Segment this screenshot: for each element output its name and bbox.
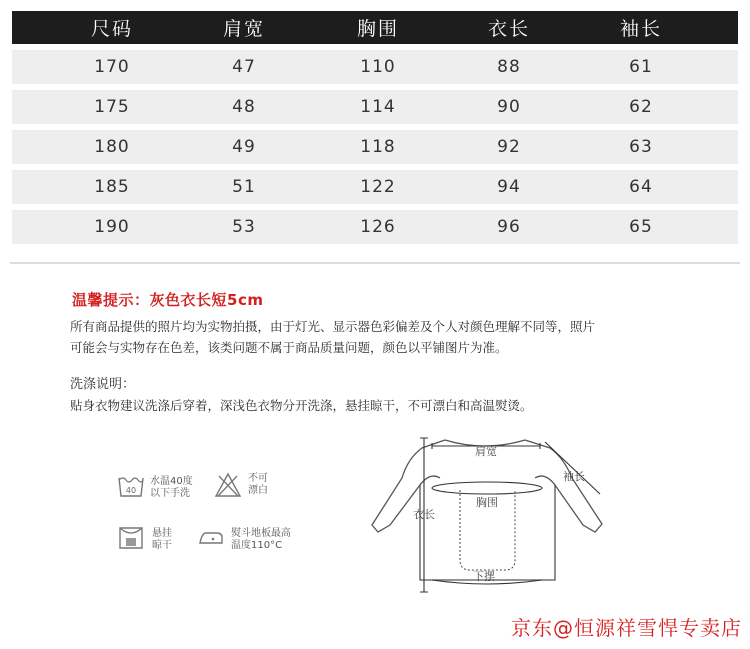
cell-chest: 110 <box>360 57 396 77</box>
hang-dry-instruction: 悬挂 晾干 <box>152 528 172 551</box>
wash-instruction: 水温40度 以下手洗 <box>150 476 193 499</box>
header-shoulder: 肩宽 <box>222 18 266 40</box>
cell-shoulder: 48 <box>232 97 256 117</box>
tip-title: 温馨提示：灰色衣长短5cm <box>72 291 264 309</box>
cell-chest: 122 <box>360 177 396 197</box>
iron-instruction: 熨斗地板最高 温度110°C <box>231 528 291 551</box>
section-divider <box>10 262 740 264</box>
no-bleach-instruction: 不可 漂白 <box>248 473 268 496</box>
hang-dry-icon <box>117 524 145 550</box>
no-bleach-icon <box>214 472 242 498</box>
table-header <box>12 11 738 44</box>
cell-size: 175 <box>94 97 130 117</box>
cell-length: 88 <box>497 57 521 77</box>
cell-shoulder: 49 <box>232 137 256 157</box>
wash-temp-badge: 40 <box>125 486 137 495</box>
cell-length: 92 <box>497 137 521 157</box>
tip-paragraph <box>70 316 710 358</box>
table-row <box>12 210 738 244</box>
label-length: 衣长 <box>413 508 435 521</box>
cell-shoulder: 47 <box>232 57 256 77</box>
iron-icon <box>198 530 224 546</box>
washing-text: 贴身衣物建议洗涤后穿着，深浅色衣物分开洗涤，悬挂晾干，不可漂白和高温熨烫。 <box>70 398 533 413</box>
cell-size: 190 <box>94 217 130 237</box>
hand-wash-icon <box>117 472 145 498</box>
cell-sleeve: 64 <box>629 177 653 197</box>
cell-chest: 114 <box>360 97 396 117</box>
table-row <box>12 130 738 164</box>
cell-sleeve: 62 <box>629 97 653 117</box>
cell-sleeve: 63 <box>629 137 653 157</box>
tip-line-2: 可能会与实物存在色差，该类问题不属于商品质量问题，颜色以平铺图片为准。 <box>70 340 508 355</box>
cell-length: 94 <box>497 177 521 197</box>
label-sleeve: 袖长 <box>563 470 585 483</box>
size-table <box>12 11 738 244</box>
cell-sleeve: 65 <box>629 217 653 237</box>
cell-shoulder: 51 <box>232 177 256 197</box>
cell-length: 90 <box>497 97 521 117</box>
label-hem: 下摆 <box>473 570 495 583</box>
cell-chest: 118 <box>360 137 396 157</box>
cell-sleeve: 61 <box>629 57 653 77</box>
label-shoulder: 肩宽 <box>475 445 497 458</box>
table-row <box>12 50 738 84</box>
table-row <box>12 90 738 124</box>
header-sleeve: 袖长 <box>619 18 663 40</box>
header-size: 尺码 <box>90 18 134 40</box>
header-chest: 胸围 <box>356 18 400 40</box>
cell-length: 96 <box>497 217 521 237</box>
washing-title: 洗涤说明： <box>70 377 136 392</box>
tip-line-1: 所有商品提供的照片均为实物拍摄，由于灯光、显示器色彩偏差及个人对颜色理解不同等，照片 <box>70 319 596 334</box>
table-row <box>12 170 738 204</box>
cell-size: 180 <box>94 137 130 157</box>
header-length: 衣长 <box>487 18 531 40</box>
label-chest: 胸围 <box>476 496 498 509</box>
cell-size: 185 <box>94 177 130 197</box>
cell-size: 170 <box>94 57 130 77</box>
cell-chest: 126 <box>360 217 396 237</box>
cell-shoulder: 53 <box>232 217 256 237</box>
store-watermark: 京东@恒源祥雪悍专卖店 <box>511 616 742 640</box>
